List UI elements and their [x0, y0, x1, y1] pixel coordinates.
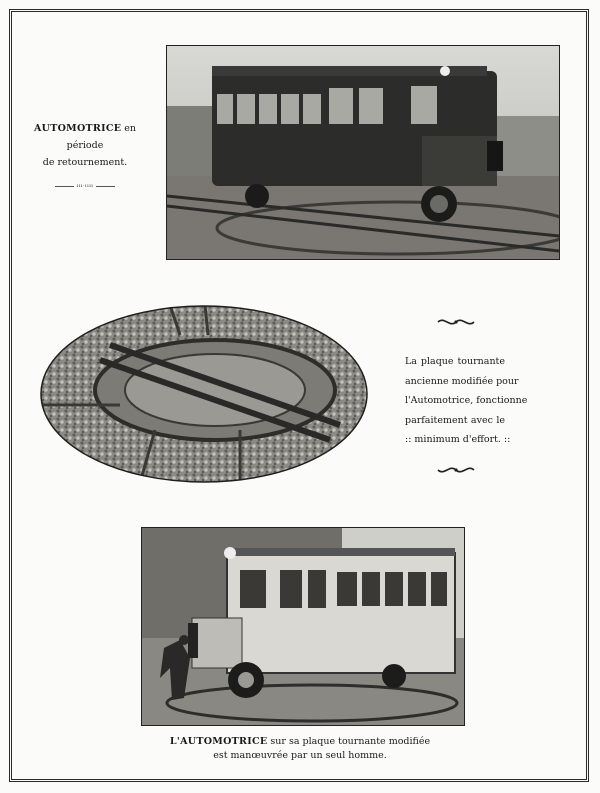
caption-bottom-title: L'AUTOMOTRICE — [169, 736, 268, 747]
ornament-top — [436, 316, 476, 328]
ornament-bottom — [436, 464, 476, 476]
caption-bottom — [150, 735, 450, 763]
caption-top-title: AUTOMOTRICE — [33, 123, 122, 134]
caption-turntable-line: La plaque tournante — [405, 356, 505, 367]
photo-turntable — [40, 305, 368, 483]
ornament-flourish-icon — [436, 316, 476, 328]
caption-turntable — [405, 352, 528, 450]
ornament-flourish-icon — [436, 464, 476, 476]
photo-railcar-operator — [141, 527, 465, 726]
caption-bottom-rest: sur sa plaque tournante modifiée — [267, 736, 431, 747]
caption-turntable-line: :: minimum d'effort. :: — [405, 434, 511, 445]
caption-top-line2: de retournement. — [42, 157, 128, 168]
photo-railcar-turning — [166, 45, 560, 260]
caption-turntable-line: l'Automotrice, fonctionne — [405, 395, 528, 406]
caption-top-rest: en période — [66, 123, 137, 151]
caption-turntable-line: parfaitement avec le — [405, 414, 505, 426]
caption-top — [20, 120, 150, 171]
decorative-rule: ııı·ıııı — [55, 183, 115, 189]
caption-bottom-line2: est manœuvrée par un seul homme. — [213, 750, 387, 761]
caption-turntable-line: ancienne modifiée pour — [405, 375, 519, 387]
